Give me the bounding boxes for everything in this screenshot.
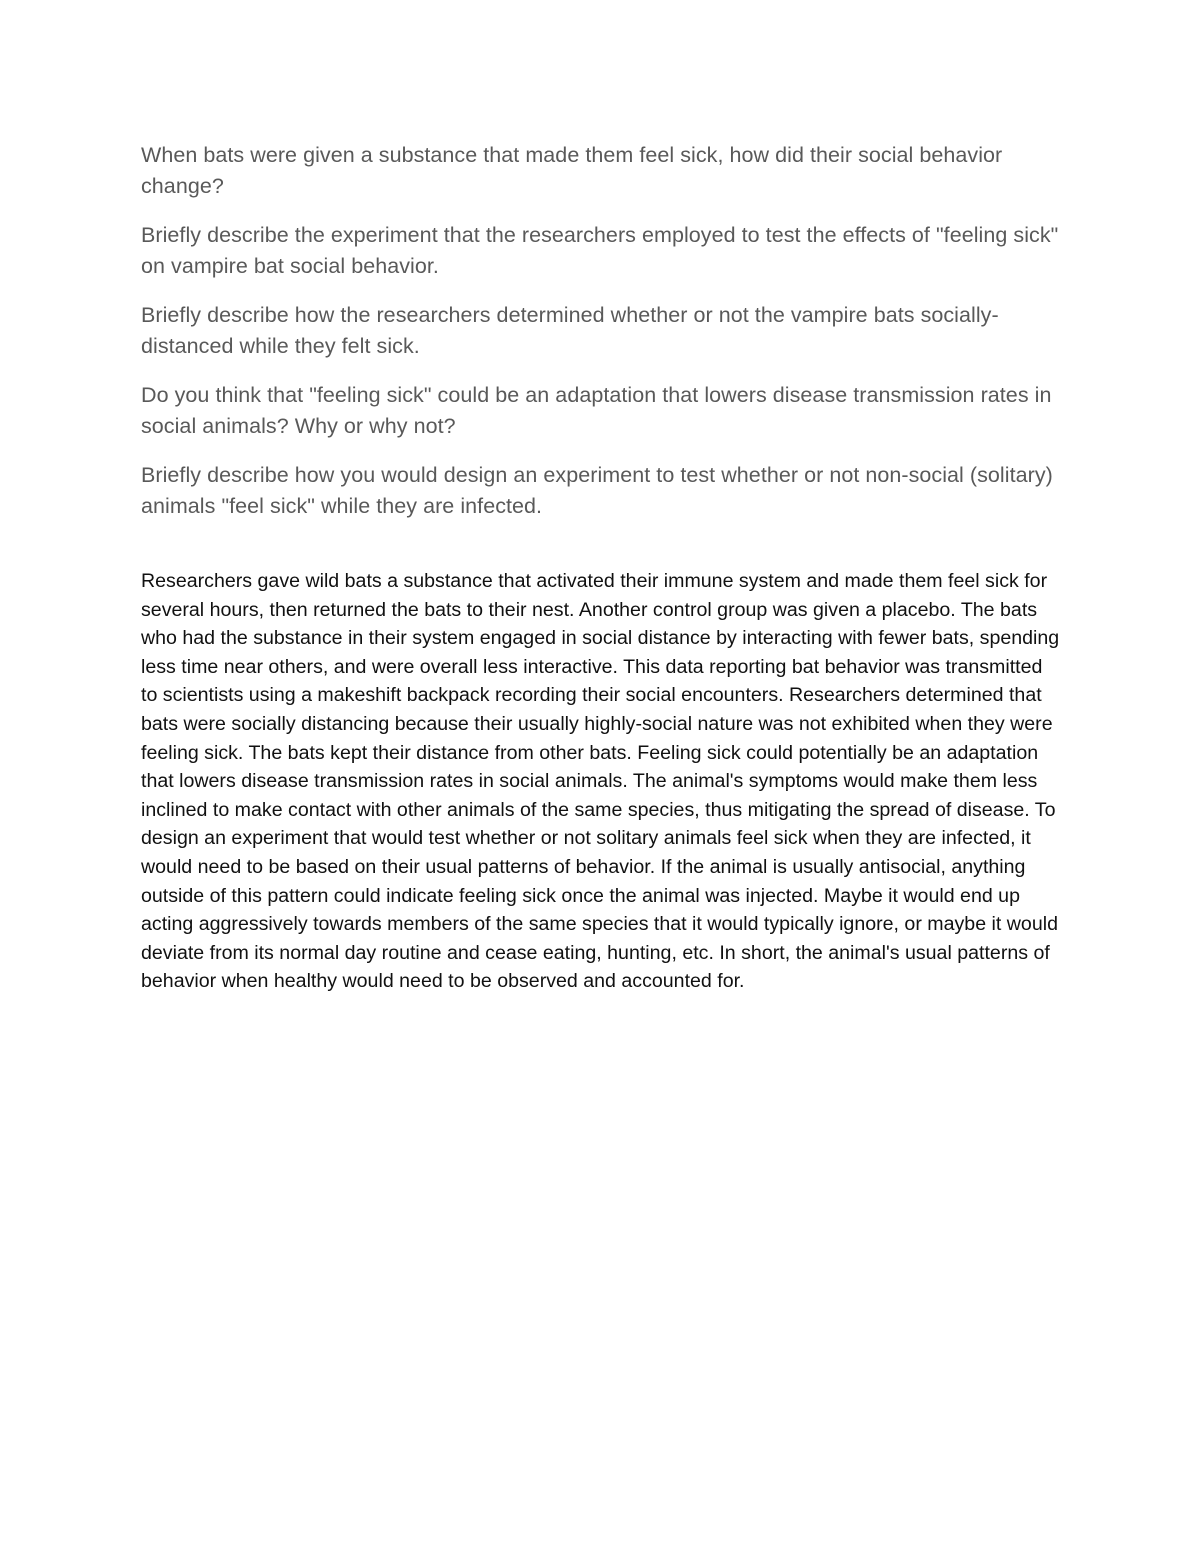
question-1: When bats were given a substance that made them feel sick, how did their social behavior change?: [141, 143, 1003, 198]
question-5: Briefly describe how you would design an experiment to test whether or not non-social (solitary) animals "feel sick" while they are infected.: [141, 463, 1053, 518]
question-3: Briefly describe how the researchers determined whether or not the vampire bats socially-distanced while they felt sick.: [141, 303, 999, 358]
question-4: Do you think that "feeling sick" could be an adaptation that lowers disease transmission rates in social animals? Why or why not?: [141, 383, 1052, 438]
question-2: Briefly describe the experiment that the researchers employed to test the effects of "feeling sick" on vampire bat social behavior.: [141, 223, 1059, 278]
question-list: [141, 140, 1061, 540]
answer-paragraph: Researchers gave wild bats a substance that activated their immune system and made them feel sick for several hours, then returned the bats to their nest. Another control group was given a placebo. The bats who had the substance in their system engaged in social distance by interacting with fewer bats, spending less time near others, and were overall less interactive. This data reporting bat behavior was transmitted to scientists using a makeshift backpack recording their social encounters. Researchers determined that bats were socially distancing because their usually highly-social nature was not exhibited when they were feeling sick. The bats kept their distance from other bats. Feeling sick could potentially be an adaptation that lowers disease transmission rates in social animals. The animal's symptoms would make them less inclined to make contact with other animals of the same species, thus mitigating the spread of disease. To design an experiment that would test whether or not solitary animals feel sick when they are infected, it would need to be based on their usual patterns of behavior. If the animal is usually antisocial, anything outside of this pattern could indicate feeling sick once the animal was injected. Maybe it would end up acting aggressively towards members of the same species that it would typically ignore, or maybe it would deviate from its normal day routine and cease eating, hunting, etc. In short, the animal's usual patterns of behavior when healthy would need to be observed and accounted for.: [141, 570, 1060, 993]
